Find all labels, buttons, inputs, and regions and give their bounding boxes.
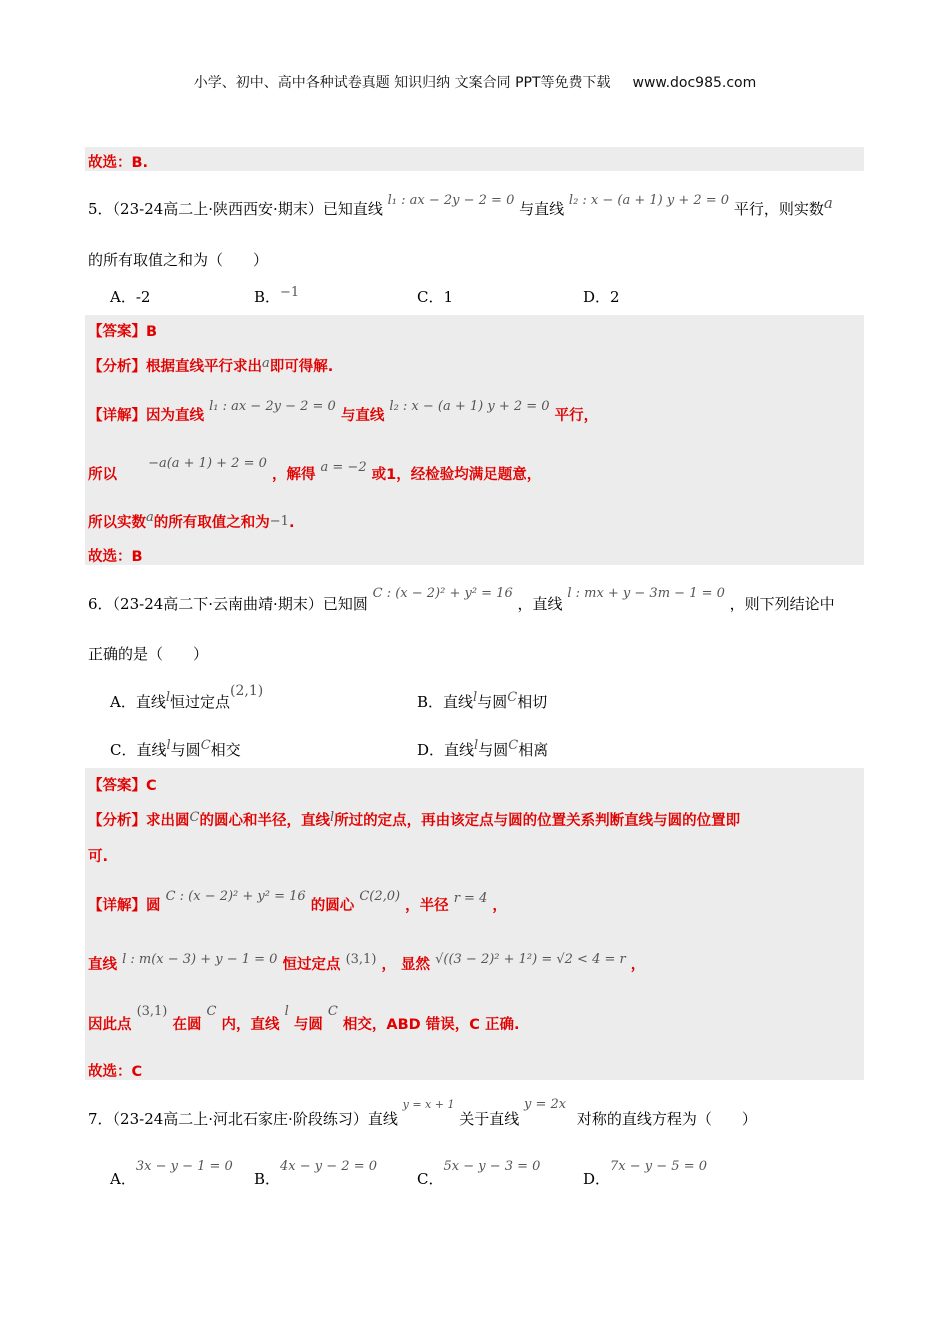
q5-answer: 【答案】B	[88, 324, 158, 340]
q4-choice: 故选：B.	[88, 155, 149, 171]
header-url[interactable]: www.doc985.com	[632, 75, 757, 91]
q6-detail-line2: 直线 l : m(x − 3) + y − 1 = 0 恒过定点 (3,1) ， 显然 √((3 − 2)² + 1²) = √2 < 4 = r ，	[88, 952, 646, 973]
q6-choice: 故选：C	[88, 1064, 143, 1080]
q6-option-b[interactable]: B．直线l与圆C相切	[417, 690, 548, 711]
q5-choice: 故选：B	[88, 549, 143, 565]
q5-option-d[interactable]: D．2	[583, 288, 620, 306]
q4-solution-box	[85, 147, 864, 171]
q7-option-b[interactable]: B．4x − y − 2 = 0	[254, 1159, 377, 1188]
q5-l1-math: l₁ : ax − 2y − 2 = 0	[387, 193, 515, 208]
q6-answer: 【答案】C	[88, 778, 157, 794]
q6-option-d[interactable]: D．直线l与圆C相离	[417, 738, 549, 759]
q5-l2-math: l₂ : x − (a + 1) y + 2 = 0	[568, 193, 730, 208]
q5-detail-line2: 所以 −a(a + 1) + 2 = 0 ，解得 a = −2 或1，经检验均满足题意，	[88, 456, 542, 483]
q5-detail: 【详解】因为直线 l₁ : ax − 2y − 2 = 0 与直线 l₂ : x − (a + 1) y + 2 = 0 平行，	[88, 399, 599, 424]
q5-analysis: 【分析】根据直线平行求出a即可得解.	[88, 356, 334, 375]
q5-stem-line2: 的所有取值之和为（ ）	[88, 251, 269, 269]
q6-detail-line3: 因此点 (3,1) 在圆 C 内，直线 l 与圆 C 相交，ABD 错误，C 正确.	[88, 1004, 520, 1033]
page-header	[0, 72, 950, 92]
q7-line1-math: y = x + 1	[402, 1098, 455, 1111]
q6-line-math: l : mx + y − 3m − 1 = 0	[567, 586, 725, 601]
q5-option-c[interactable]: C．1	[417, 288, 454, 306]
q7-option-c[interactable]: C．5x − y − 3 = 0	[417, 1159, 541, 1188]
q7-line2-math: y = 2x	[524, 1097, 567, 1112]
q6-stem: 6．（23-24高二下·云南曲靖·期末）已知圆 C : (x − 2)² + y² = 16 ，直线 l : mx + y − 3m − 1 = 0 ，则下列结论中	[88, 586, 835, 613]
q5-stem: 5．（23-24高二上·陕西西安·期末）已知直线 l₁ : ax − 2y − 2 = 0 与直线 l₂ : x − (a + 1) y + 2 = 0 平行，则实数a	[88, 193, 833, 218]
q6-analysis: 【分析】求出圆C的圆心和半径，直线l所过的定点，再由该定点与圆的位置关系判断直线与圆的位置即	[88, 810, 741, 829]
q6-circle-math: C : (x − 2)² + y² = 16	[372, 586, 513, 601]
q7-option-a[interactable]: A．3x − y − 1 = 0	[110, 1159, 233, 1188]
q5-option-b[interactable]: B．−1	[254, 285, 300, 306]
q6-analysis-line2: 可.	[88, 849, 109, 865]
q5-option-a[interactable]: A．-2	[110, 288, 151, 306]
q6-stem-line2: 正确的是（ ）	[88, 645, 209, 663]
q5-detail-line3: 所以实数a的所有取值之和为−1.	[88, 510, 295, 531]
q6-detail: 【详解】圆 C : (x − 2)² + y² = 16 的圆心 C(2,0) ，半径 r = 4 ，	[88, 889, 507, 914]
q7-option-d[interactable]: D．7x − y − 5 = 0	[583, 1159, 707, 1188]
header-text: 小学、初中、高中各种试卷真题 知识归纳 文案合同 PPT等免费下载	[193, 75, 611, 91]
q7-stem: 7．（23-24高二上·河北石家庄·阶段练习）直线 $^{y = x + 1}$ 关于直线 y = 2x 对称的直线方程为（ ）	[88, 1097, 757, 1128]
q6-option-a[interactable]: A．直线l恒过定点(2,1)	[110, 683, 264, 711]
q6-option-c[interactable]: C．直线l与圆C相交	[110, 738, 241, 759]
